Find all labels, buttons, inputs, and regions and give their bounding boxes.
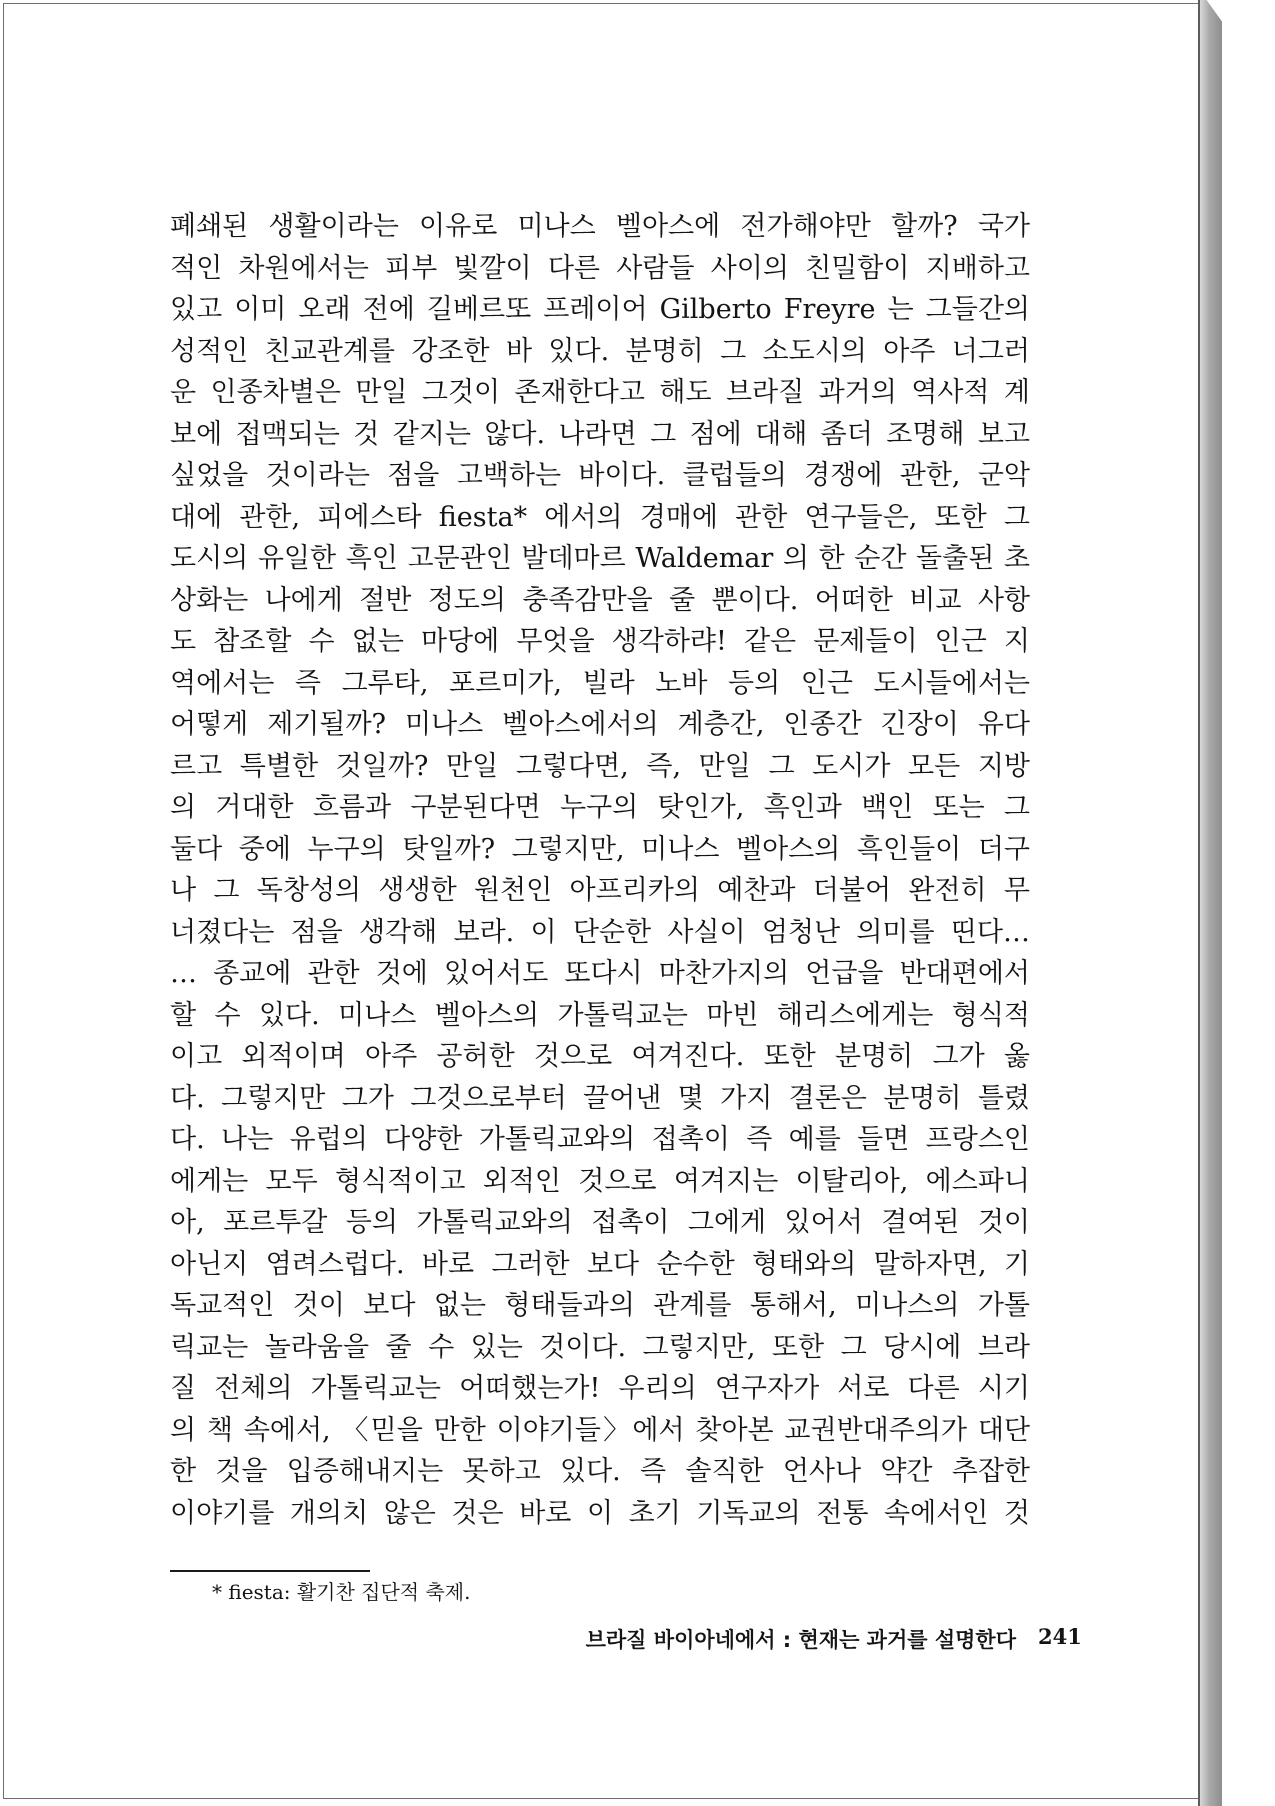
body-line: 싶었을 것이라는 점을 고백하는 바이다. 클럽들의 경쟁에 관한, 군악	[170, 460, 1030, 491]
page-edge-shadow	[1200, 0, 1222, 1806]
body-line: 에게는 모두 형식적이고 외적인 것으로 여겨지는 이탈리아, 에스파니	[170, 1165, 1030, 1197]
body-line: 보에 접맥되는 것 같지는 않다. 나라면 그 점에 대해 좀더 조명해 보고	[170, 418, 1030, 450]
body-line: 성적인 친교관계를 강조한 바 있다. 분명히 그 소도시의 아주 너그러	[170, 335, 1030, 367]
body-line: 둘다 중에 누구의 탓일까? 그렇지만, 미나스 벨아스의 흑인들이 더구	[170, 833, 1030, 865]
body-line: 어떻게 제기될까? 미나스 벨아스에서의 계층간, 인종간 긴장이 유다	[170, 709, 1030, 740]
body-line: 아, 포르투갈 등의 가톨릭교와의 접촉이 그에게 있어서 결여된 것이	[170, 1207, 1030, 1238]
body-line: 다. 나는 유럽의 다양한 가톨릭교와의 접촉이 즉 예를 들면 프랑스인	[170, 1124, 1030, 1155]
body-line: 운 인종차별은 만일 그것이 존재한다고 해도 브라질 과거의 역사적 계	[170, 377, 1030, 408]
body-line: 할 수 있다. 미나스 벨아스의 가톨릭교는 마빈 해리스에게는 형식적	[170, 999, 1030, 1031]
body-line: 대에 관한, 피에스타 fiesta* 에서의 경매에 관한 연구들은, 또한 그	[170, 501, 1030, 533]
body-line: 다. 그렇지만 그가 그것으로부터 끌어낸 몇 가지 결론은 분명히 틀렸	[170, 1082, 1030, 1114]
body-line: 이고 외적이며 아주 공허한 것으로 여겨진다. 또한 분명히 그가 옳	[170, 1041, 1030, 1072]
body-line: 릭교는 놀라움을 줄 수 있는 것이다. 그렇지만, 또한 그 당시에 브라	[170, 1331, 1030, 1363]
body-line: 질 전체의 가톨릭교는 어떠했는가! 우리의 연구자가 서로 다른 시기	[170, 1373, 1030, 1404]
body-line: 역에서는 즉 그루타, 포르미가, 빌라 노바 등의 인근 도시들에서는	[170, 667, 1030, 699]
body-line: 나 그 독창성의 생생한 원천인 아프리카의 예찬과 더불어 완전히 무	[170, 875, 1030, 906]
body-line: 폐쇄된 생활이라는 이유로 미나스 벨아스에 전가해야만 할까? 국가	[170, 211, 1030, 242]
body-line: 아닌지 염려스럽다. 바로 그러한 보다 순수한 형태와의 말하자면, 기	[170, 1248, 1030, 1280]
body-line: 의 책 속에서, 〈믿을 만한 이야기들〉에서 찾아본 교권반대주의가 대단	[170, 1414, 1030, 1446]
body-line: 이야기를 개의치 않은 것은 바로 이 초기 기독교의 전통 속에서인 것	[170, 1497, 1030, 1529]
body-line: 한 것을 입증해내지는 못하고 있다. 즉 솔직한 언사나 약간 추잡한	[170, 1456, 1030, 1487]
body-line: 의 거대한 흐름과 구분된다면 누구의 탓인가, 흑인과 백인 또는 그	[170, 792, 1030, 823]
body-line: 독교적인 것이 보다 없는 형태들과의 관계를 통해서, 미나스의 가톨	[170, 1290, 1030, 1321]
body-line: 적인 차원에서는 피부 빛깔이 다른 사람들 사이의 친밀함이 지배하고	[170, 252, 1030, 284]
body-line: 도 참조할 수 없는 마당에 무엇을 생각하랴! 같은 문제들이 인근 지	[170, 626, 1030, 657]
body-line: 있고 이미 오래 전에 길베르또 프레이어 Gilberto Freyre 는 그들간의	[170, 294, 1030, 325]
body-line: 상화는 나에게 절반 정도의 충족감만을 줄 뿐이다. 어떠한 비교 사항	[170, 584, 1030, 616]
book-page	[3, 3, 1201, 1799]
footnote-divider	[170, 1570, 370, 1572]
body-line: 르고 특별한 것일까? 만일 그렇다면, 즉, 만일 그 도시가 모든 지방	[170, 750, 1030, 782]
body-line: 도시의 유일한 흑인 고문관인 발데마르 Waldemar 의 한 순간 돌출된 초	[170, 543, 1030, 574]
running-footer: 브라질 바이아네에서 : 현재는 과거를 설명한다	[585, 1628, 1016, 1652]
footnote: * fiesta: 활기찬 집단적 축제.	[212, 1580, 471, 1604]
body-line: … 종교에 관한 것에 있어서도 또다시 마찬가지의 언급을 반대편에서	[170, 958, 1030, 989]
body-line: 너졌다는 점을 생각해 보라. 이 단순한 사실이 엄청난 의미를 띤다…	[170, 916, 1030, 948]
page-number: 241	[1038, 1624, 1082, 1649]
body-text	[170, 206, 1030, 1534]
